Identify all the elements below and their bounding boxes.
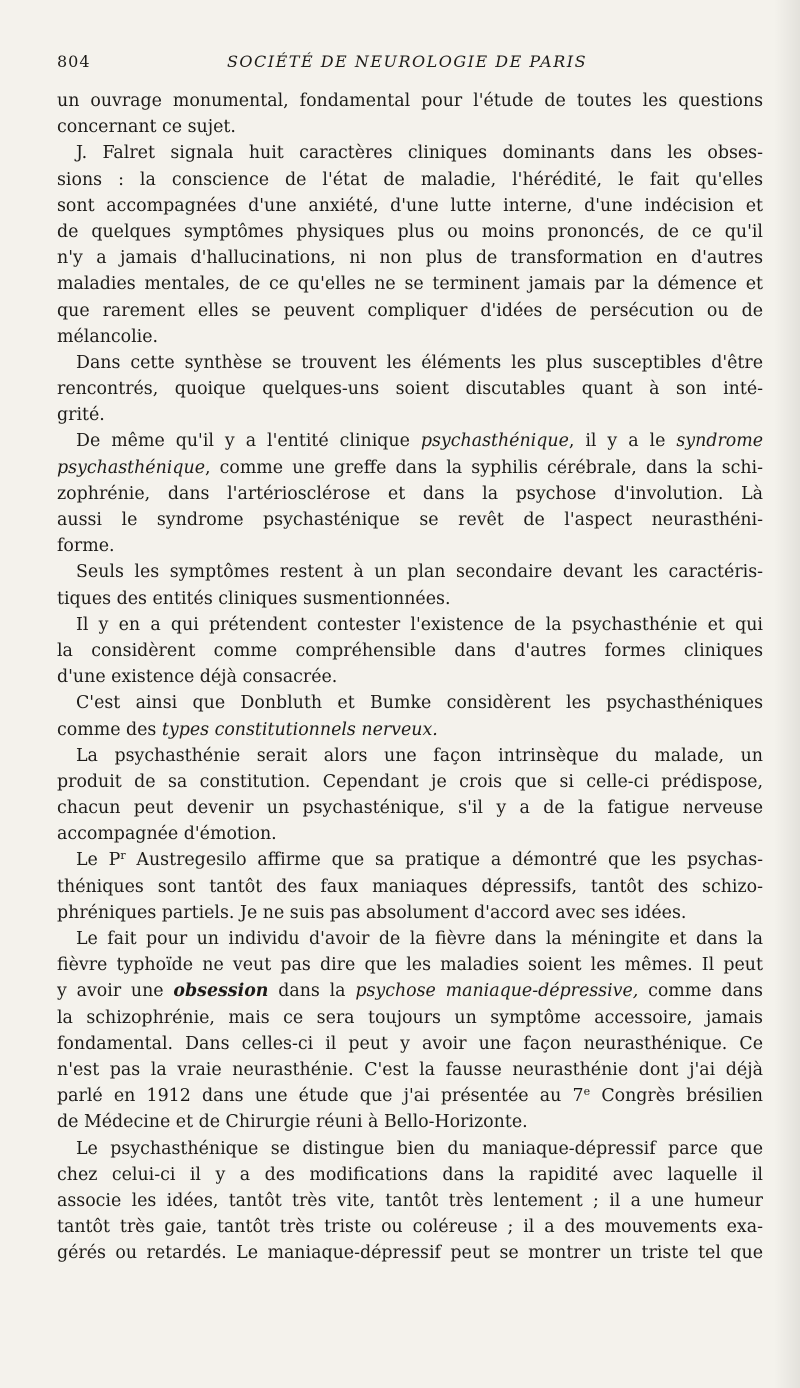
text-line bbox=[57, 717, 763, 743]
text-line: Dans cette synthèse se trouvent les éléments les plus susceptibles d'être bbox=[76, 352, 763, 373]
text-line bbox=[57, 978, 763, 1004]
text-line: accompagnée d'émotion. bbox=[57, 824, 277, 845]
text-run: dans la bbox=[268, 981, 346, 1002]
text-line: de Médecine et de Chirurgie réuni à Bello-Horizonte. bbox=[57, 1112, 528, 1133]
running-head: SOCIÉTÉ DE NEUROLOGIE DE PARIS bbox=[226, 52, 588, 71]
text-line: sions : la conscience de l'état de maladie, l'hérédité, le fait qu'elles bbox=[57, 169, 763, 190]
body-text bbox=[57, 88, 763, 1266]
text-line: la schizophrénie, mais ce sera toujours un symptôme accessoire, jamais bbox=[57, 1007, 763, 1028]
page-number: 804 bbox=[57, 52, 91, 71]
text-line: un ouvrage monumental, fondamental pour l'étude de toutes les questions bbox=[57, 91, 763, 111]
text-line: gérés ou retardés. Le maniaque-dépressif peut se montrer un triste tel que bbox=[57, 1243, 763, 1264]
text-run: comme des bbox=[57, 719, 157, 740]
text-line: associe les idées, tantôt très vite, tantôt très lentement ; il a une humeur bbox=[57, 1190, 763, 1211]
text-line: psychasthénique, comme une greffe dans la syphilis cérébrale, dans la schi- bbox=[57, 457, 763, 478]
text-line: concernant ce sujet. bbox=[57, 117, 236, 138]
text-run: Le P bbox=[76, 850, 121, 871]
text-line: fièvre typhoïde ne veut pas dire que les maladies soient les mêmes. Il peut bbox=[57, 955, 763, 976]
text-line: rencontrés, quoique quelques-uns soient discutables quant à son inté- bbox=[57, 379, 763, 400]
text-line: grité. bbox=[57, 405, 105, 426]
text-line: Le psychasthénique se distingue bien du maniaque-dépressif parce que bbox=[76, 1138, 763, 1159]
text-line: n'y a jamais d'hallucinations, ni non plus de transformation en d'autres bbox=[57, 248, 763, 269]
text-line bbox=[57, 1083, 763, 1109]
italic-run: types constitutionnels nerveux. bbox=[161, 719, 438, 740]
text-line: que rarement elles se peuvent compliquer d'idées de persécution ou de bbox=[57, 300, 763, 321]
text-line: produit de sa constitution. Cependant je crois que si celle-ci prédispose, bbox=[57, 771, 763, 792]
text-line: de quelques symptômes physiques plus ou moins prononcés, de ce qu'il bbox=[57, 221, 763, 242]
italic-run: syndrome bbox=[676, 431, 764, 452]
text-run: De même qu'il y a l'entité clinique bbox=[76, 431, 410, 452]
superscript: e bbox=[583, 1085, 591, 1099]
italic-run: obsession bbox=[173, 981, 269, 1002]
superscript: r bbox=[120, 849, 126, 863]
text-run: comme dans bbox=[638, 981, 763, 1002]
text-line: fondamental. Dans celles-ci il peut y avoir une façon neurasthénique. Ce bbox=[57, 1033, 763, 1054]
text-run: Congrès brésilien bbox=[590, 1086, 763, 1107]
text-line: zophrénie, dans l'artériosclérose et dans la psychose d'involution. Là bbox=[57, 483, 763, 504]
text-line bbox=[57, 428, 763, 454]
text-line: sont accompagnées d'une anxiété, d'une lutte interne, d'une indécision et bbox=[57, 195, 763, 216]
text-line: maladies mentales, de ce qu'elles ne se terminent jamais par la démence et bbox=[57, 274, 763, 295]
page-header bbox=[57, 52, 757, 76]
text-line: phréniques partiels. Je ne suis pas absolument d'accord avec ses idées. bbox=[57, 902, 687, 923]
text-line: La psychasthénie serait alors une façon intrinsèque du malade, un bbox=[76, 745, 763, 766]
text-line bbox=[57, 847, 763, 873]
text-line: théniques sont tantôt des faux maniaques dépressifs, tantôt des schizo- bbox=[57, 876, 763, 897]
text-line: tiques des entités cliniques susmentionnées. bbox=[57, 588, 451, 609]
text-line: aussi le syndrome psychasténique se revêt de l'aspect neurasthéni- bbox=[57, 510, 763, 530]
text-line: chacun peut devenir un psychasténique, s'il y a de la fatigue nerveuse bbox=[57, 798, 763, 819]
text-line: chez celui-ci il y a des modifications dans la rapidité avec laquelle il bbox=[57, 1164, 763, 1185]
italic-run: psychasthénique bbox=[420, 431, 569, 452]
text-line: Seuls les symptômes restent à un plan secondaire devant les caractéris- bbox=[76, 562, 763, 583]
text-line: C'est ainsi que Donbluth et Bumke considèrent les psychasthéniques bbox=[76, 693, 763, 714]
text-run: Austregesilo affirme que sa pratique a démontré que les psychas- bbox=[125, 850, 763, 871]
text-line: tantôt très gaie, tantôt très triste ou coléreuse ; il a des mouvements exa- bbox=[57, 1217, 763, 1238]
text-line: J. Falret signala huit caractères cliniques dominants dans les obses- bbox=[76, 143, 763, 164]
text-line: la considèrent comme compréhensible dans d'autres formes cliniques bbox=[57, 640, 763, 661]
text-line: mélancolie. bbox=[57, 326, 159, 347]
italic-run: psychose maniaque-dépressive, bbox=[355, 981, 639, 1002]
italic-run: psychasthénique bbox=[57, 457, 205, 478]
text-line: Le fait pour un individu d'avoir de la fièvre dans la méningite et dans la bbox=[76, 929, 763, 949]
text-run: , il y a le bbox=[568, 431, 666, 452]
text-line: d'une existence déjà consacrée. bbox=[57, 667, 338, 688]
text-run: parlé en 1912 dans une étude que j'ai présentée au 7 bbox=[57, 1086, 584, 1107]
text-line: n'est pas la vraie neurasthénie. C'est la fausse neurasthénie dont j'ai déjà bbox=[57, 1059, 763, 1080]
text-run: y avoir une bbox=[57, 981, 164, 1002]
page-edge-shadow bbox=[774, 0, 800, 1388]
text-line: forme. bbox=[57, 536, 115, 557]
text-line: Il y en a qui prétendent contester l'existence de la psychasthénie et qui bbox=[76, 614, 763, 635]
